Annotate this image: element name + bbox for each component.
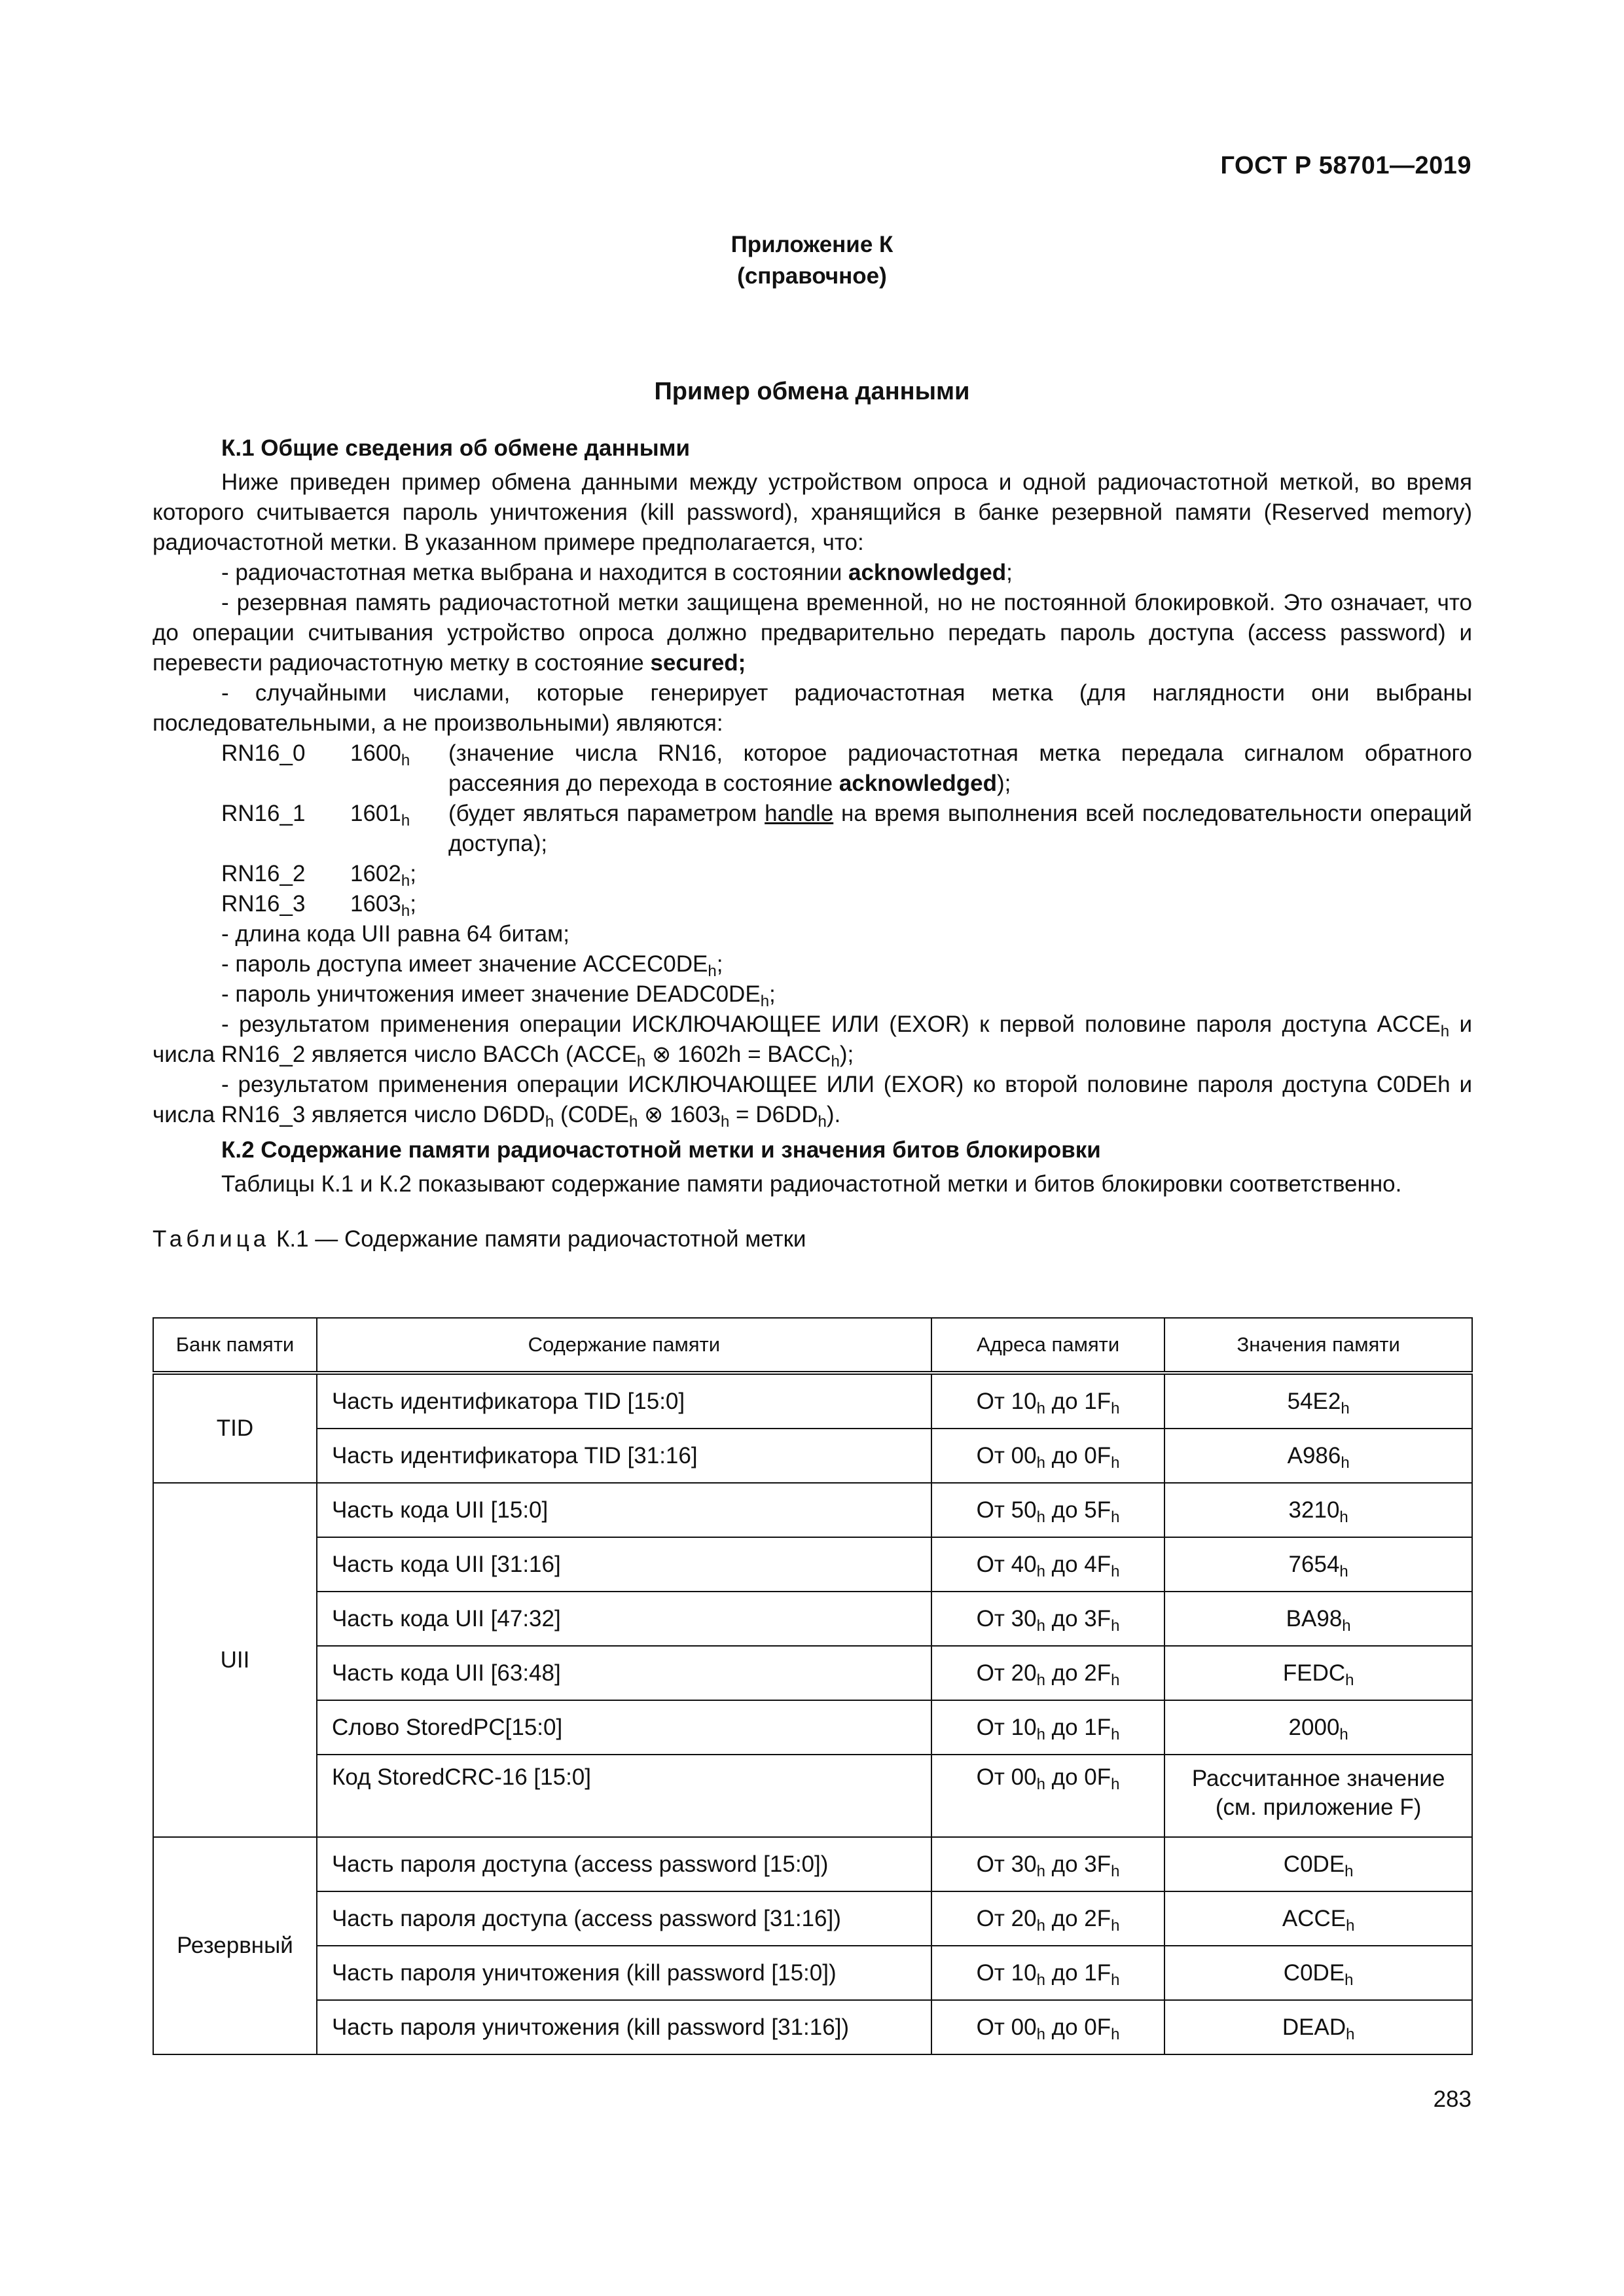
- header-address: Адреса памяти: [931, 1318, 1165, 1373]
- memory-content: Часть кода UII [63:48]: [317, 1646, 931, 1700]
- memory-value: $2000_h$: [1164, 1700, 1472, 1755]
- table-row: [153, 1646, 1472, 1700]
- memory-address: От $00_h$ до $0F_h$: [931, 1755, 1165, 1837]
- table-row: [153, 1700, 1472, 1755]
- bullet-access-password: - пароль доступа имеет значение $ACCEC0DE_h$;: [221, 951, 723, 980]
- memory-content: Часть пароля уничтожения (kill password [15:0]): [317, 1946, 931, 2000]
- memory-content: Часть кода UII [47:32]: [317, 1592, 931, 1646]
- table-row: [153, 1946, 1472, 2000]
- table-row: [153, 1483, 1472, 1537]
- bullet-kill-password: - пароль уничтожения имеет значение $DEADC0DE_h$;: [221, 981, 776, 1010]
- memory-content: Часть кода UII [15:0]: [317, 1483, 931, 1537]
- memory-content: Часть кода UII [31:16]: [317, 1537, 931, 1592]
- bullet-uii-length: - длина кода UII равна 64 битам;: [221, 921, 569, 947]
- table-caption: Таблица К.1 — Содержание памяти радиочастотной метки: [153, 1226, 806, 1252]
- appendix-subtitle: (справочное): [737, 263, 887, 289]
- table-row: [153, 1429, 1472, 1483]
- document-code: ГОСТ Р 58701—2019: [1220, 152, 1471, 179]
- memory-value: $3210_h$: [1164, 1483, 1472, 1537]
- table-row: [153, 1755, 1472, 1837]
- memory-content: Часть пароля доступа (access password [15:0]): [317, 1837, 931, 1891]
- page-number: 283: [1433, 2086, 1471, 2112]
- memory-value: $54E2_h$: [1164, 1373, 1472, 1429]
- memory-address: От $00_h$ до $0F_h$: [931, 1429, 1165, 1483]
- memory-value: $ACCE_h$: [1164, 1891, 1472, 1946]
- memory-value: $A986_h$: [1164, 1429, 1472, 1483]
- appendix-title: Приложение К: [731, 232, 893, 257]
- memory-address: От $10_h$ до $1F_h$: [931, 1700, 1165, 1755]
- memory-content: Часть пароля доступа (access password [31:16]): [317, 1891, 931, 1946]
- header-bank: Банк памяти: [153, 1318, 317, 1373]
- bullet-exor-first: - результатом применения операции ИСКЛЮЧАЮЩЕЕ ИЛИ (EXOR) к первой половине пароля доступа $ACCE_h$ и числа RN16_2 является число BACCh ($ACCE_h$ ⊗ $1602h = BACC_h$);: [153, 1011, 1473, 1070]
- appendix-heading: [0, 229, 1624, 292]
- memory-address: От $50_h$ до $5F_h$: [931, 1483, 1165, 1537]
- memory-value: Рассчитанное значение (см. приложение F): [1164, 1755, 1472, 1837]
- k2-paragraph: Таблицы К.1 и К.2 показывают содержание памяти радиочастотной метки и битов блокировки соответственно.: [221, 1171, 1402, 1197]
- section-heading-k2: К.2 Содержание памяти радиочастотной метки и значения битов блокировки: [221, 1137, 1101, 1163]
- table-row: [153, 1537, 1472, 1592]
- memory-address: От $40_h$ до $4F_h$: [931, 1537, 1165, 1592]
- table-header-row: [153, 1318, 1472, 1373]
- rn16-3-row: RN16_3 $1603_h$;: [221, 891, 416, 920]
- rn16-0-row: RN16_0 $1600_h$ (значение числа RN16, которое радиочастотная метка передала сигналом обратного рассеяния до перехода в состояние acknowledged);: [221, 740, 1472, 796]
- intro-paragraph: Ниже приведен пример обмена данными между устройством опроса и одной радиочастотной меткой, во время которого считывается пароль уничтожения (kill password), хранящийся в банке резервной памяти (Reserved memory) радиочастотной метки. В указанном примере предполагается, что:: [153, 469, 1472, 555]
- memory-address: От $20_h$ до $2F_h$: [931, 1891, 1165, 1946]
- bullet-acknowledged: - радиочастотная метка выбрана и находится в состоянии acknowledged;: [221, 560, 1013, 585]
- memory-content: Часть идентификатора TID [31:16]: [317, 1429, 931, 1483]
- memory-value: $BA98_h$: [1164, 1592, 1472, 1646]
- bank-uii: UII: [153, 1483, 317, 1837]
- memory-value: $C0DE_h$: [1164, 1946, 1472, 2000]
- bank-tid: TID: [153, 1373, 317, 1483]
- table-row: [153, 1837, 1472, 1891]
- memory-content: Часть пароля уничтожения (kill password [31:16]): [317, 2000, 931, 2054]
- memory-table: [153, 1317, 1473, 2055]
- memory-content: Слово StoredPC[15:0]: [317, 1700, 931, 1755]
- rn16-1-row: RN16_1 $1601_h$ (будет являться параметром handle на время выполнения всей последовательности операций доступа);: [221, 801, 1472, 856]
- memory-content: Часть идентификатора TID [15:0]: [317, 1373, 931, 1429]
- memory-address: От $00_h$ до $0F_h$: [931, 2000, 1165, 2054]
- header-content: Содержание памяти: [317, 1318, 931, 1373]
- memory-value: $C0DE_h$: [1164, 1837, 1472, 1891]
- bullet-reserved-memory: - резервная память радиочастотной метки защищена временной, но не постоянной блокировкой. Это означает, что до операции считывания устройство опроса должно предварительно передать пароль доступа (access password) и перевести радиочастотную метку в состояние secured;: [153, 590, 1472, 676]
- bullet-random-numbers: - случайными числами, которые генерирует радиочастотная метка (для наглядности они выбраны последовательными, а не произвольными) являются:: [153, 680, 1472, 736]
- memory-address: От $30_h$ до $3F_h$: [931, 1837, 1165, 1891]
- memory-address: От $10_h$ до $1F_h$: [931, 1946, 1165, 2000]
- table-row: [153, 2000, 1472, 2054]
- main-title: Пример обмена данными: [654, 378, 970, 405]
- table-row: [153, 1891, 1472, 1946]
- header-value: Значения памяти: [1164, 1318, 1472, 1373]
- body-text: [153, 432, 1472, 1254]
- table-row: [153, 1373, 1472, 1429]
- memory-value: $FEDC_h$: [1164, 1646, 1472, 1700]
- memory-content: Код StoredCRC-16 [15:0]: [317, 1755, 931, 1837]
- memory-address: От $20_h$ до $2F_h$: [931, 1646, 1165, 1700]
- section-heading-k1: К.1 Общие сведения об обмене данными: [221, 435, 691, 461]
- bullet-exor-second: - результатом применения операции ИСКЛЮЧАЮЩЕЕ ИЛИ (EXOR) ко второй половине пароля доступа C0DEh и числа RN16_3 является число $D6DD_h$ ($C0DE_h$ ⊗ $1603_h = D6DD_h$).: [153, 1072, 1472, 1131]
- memory-value: $DEAD_h$: [1164, 2000, 1472, 2054]
- bank-reserved: Резервный: [153, 1837, 317, 2054]
- memory-address: От $10_h$ до $1F_h$: [931, 1373, 1165, 1429]
- memory-value: $7654_h$: [1164, 1537, 1472, 1592]
- memory-address: От $30_h$ до $3F_h$: [931, 1592, 1165, 1646]
- table-row: [153, 1592, 1472, 1646]
- rn16-2-row: RN16_2 $1602_h$;: [221, 861, 416, 890]
